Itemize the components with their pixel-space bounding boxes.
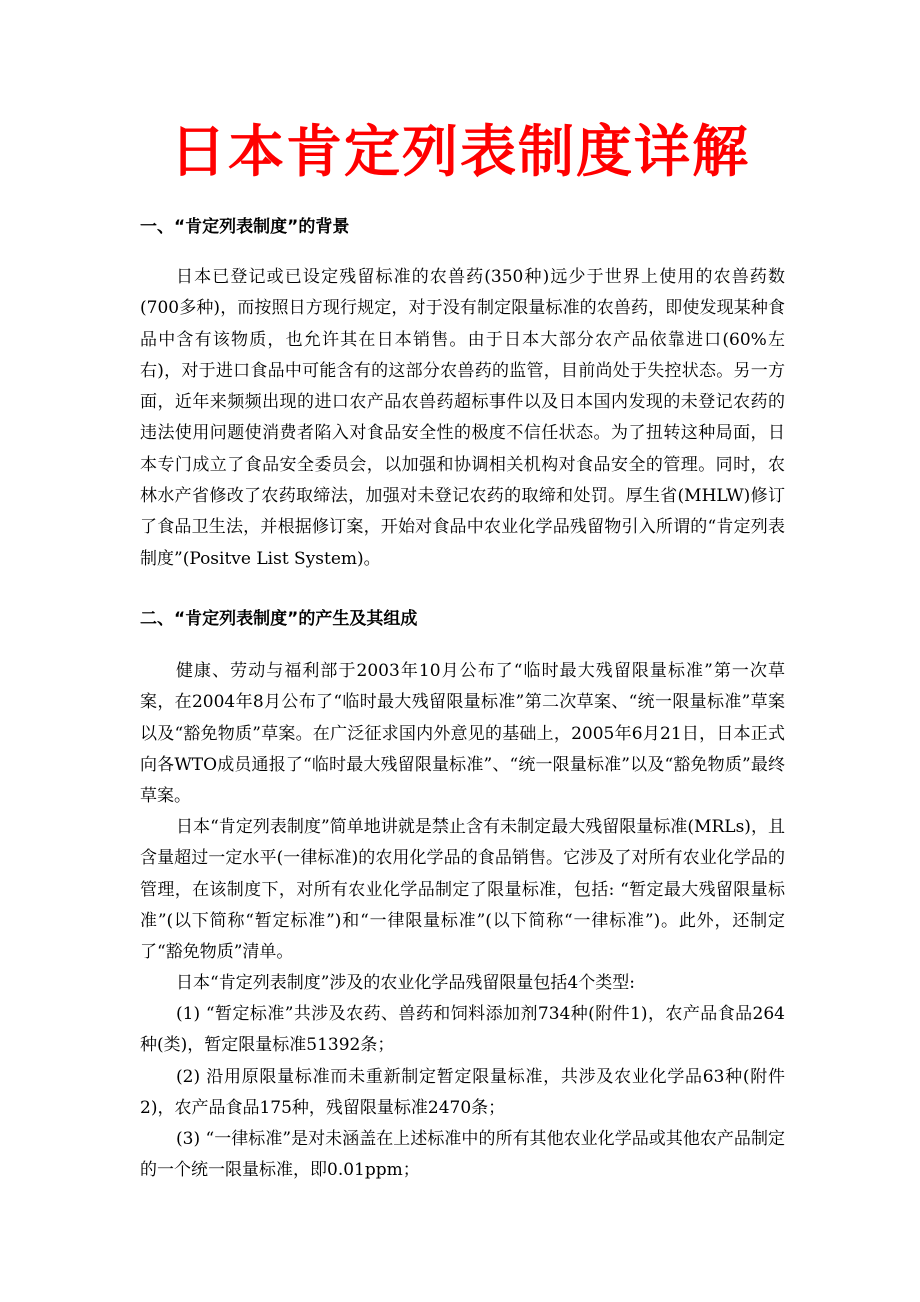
paragraph-background: 日本已登记或已设定残留标准的农兽药(350种)远少于世界上使用的农兽药数(700多种)，而按照日方现行规定，对于没有制定限量标准的农兽药，即使发现某种食品中含有该物质，也允许其在日本销售。由于日本大部分农产品依靠进口(60%左右)，对于进口食品中可能含有的这部分农兽药的监管，目前尚处于失控状态。另一方面，近年来频频出现的进口农产品农兽药超标事件以及日本国内发现的未登记农药的违法使用问题使消费者陷入对食品安全性的极度不信任状态。为了扭转这种局面，日本专门成立了食品安全委员会，以加强和协调相关机构对食品安全的管理。同时，农林水产省修改了农药取缔法，加强对未登记农药的取缔和处罚。厚生省(MHLW)修订了食品卫生法，并根据修订案，开始对食品中农业化学品残留物引入所谓的“肯定列表制度”(Positve List System)。 xyxy=(140,267,785,569)
paragraph-definition: 日本“肯定列表制度”简单地讲就是禁止含有未制定最大残留限量标准(MRLs)，且含量超过一定水平(一律标准)的农用化学品的食品销售。它涉及了对所有农业化学品的管理，在该制度下，对所有农业化学品制定了限量标准，包括: “暂定最大残留限量标准”(以下简称“暂定标准”)和“一律限量标准”(以下简称“一律标准”)。此外，还制定了“豁免物质”清单。 xyxy=(140,817,785,963)
paragraph-types-intro: 日本“肯定列表制度”涉及的农业化学品残留限量包括4个类型: xyxy=(176,973,635,993)
paragraph-drafts: 健康、劳动与福利部于2003年10月公布了“临时最大残留限量标准”第一次草案，在2004年8月公布了“临时最大残留限量标准”第二次草案、“统一限量标准”草案以及“豁免物质”草案。在广泛征求国内外意见的基础上，2005年6月21日，日本正式向各WTO成员通报了“临时最大残留限量标准”、“统一限量标准”以及“豁免物质”最终草案。 xyxy=(140,661,785,807)
list-item-provisional: (1) “暂定标准”共涉及农药、兽药和饲料添加剂734种(附件1)，农产品食品264种(类)，暂定限量标准51392条； xyxy=(140,1004,785,1056)
section-heading-origin: 二、“肯定列表制度”的产生及其组成 xyxy=(140,609,418,629)
list-item-existing: (2) 沿用原限量标准而未重新制定暂定限量标准，共涉及农业化学品63种(附件2)，农产品食品175种，残留限量标准2470条； xyxy=(140,1067,785,1119)
list-item-uniform: (3) “一律标准”是对未涵盖在上述标准中的所有其他农业化学品或其他农产品制定的一个统一限量标准，即0.01ppm； xyxy=(140,1129,785,1181)
section-heading-background: 一、“肯定列表制度”的背景 xyxy=(140,217,350,237)
document-title: 日本肯定列表制度详解 xyxy=(170,120,750,185)
